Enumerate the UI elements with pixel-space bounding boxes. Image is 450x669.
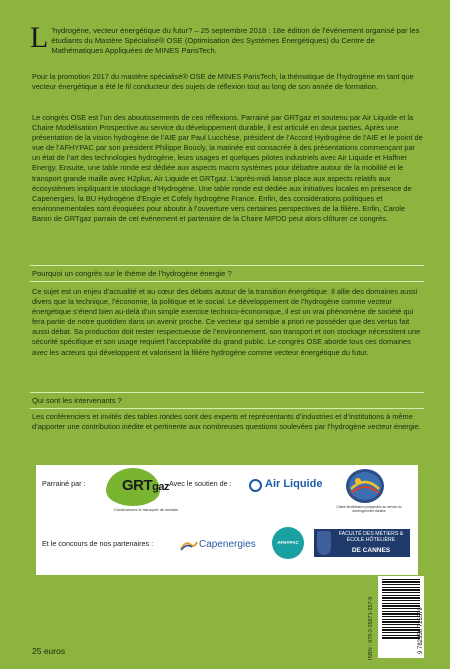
partenaires-label: Et le concours de nos partenaires : [42,539,154,548]
barcode-bars [382,579,420,639]
airliquide-icon [249,479,262,492]
grtgaz-tagline: Construisons le transport de demain [114,507,179,512]
sponsor-logos-panel [36,465,418,575]
capenergies-logo: Capenergies [199,539,256,550]
divider [30,408,424,409]
airliquide-logo: Air Liquide [265,478,323,490]
capenergies-icon [180,539,198,551]
intro-paragraph [30,21,422,57]
divider [30,281,424,282]
chaire-mpdd-logo [346,469,384,503]
soutien-label: Avec le soutien de : [169,479,232,488]
chaire-caption: Chaire Modélisation prospective au service du développement durable [336,505,402,513]
question-intervenants: Qui sont les intervenants ? [32,396,122,405]
paragraph-congres: Le congrès OSE est l’un des aboutissements de ces réflexions. Parrainé par GRTgaz et soutenu par Air Liquide et la Chaire Modélisation Prospective au service du développement durable, il est articulé en deux parties. Après une présentation de la vision hydrogène de l’AIE par Paul Lucchèse, président de l’Accord Hydrogène de l’AIE et le point de vue de l’AFHYPAC par son président Philippe Boucly, la matinée est consacrée à des présentations commençant par un état de l’art des technologies hydrogène, leurs usages et quelques pilotes industriels avec Air Liquide et Haffner Energy. Ensuite, une table ronde est dédiée aux aspects macro systèmes pour débattre autour de la mobilité et le transport grande maille avec H2plus, Air Liquide et GRTgaz. L’après-midi laisse place aux aspects relatifs aux écosystèmes impliquant le stockage d’Hydrogène. Une table ronde est dédiée aux initiatives locales en présence de Capenergies, la BU Hydrogène d’Engie et Cofely hydrogène France. Enfin, des considérations politiques et environnementales sont évoquées pour aboutir à l’ouverture vers certaines perspectives de la filière. Enfin, Carole Baron de GRTgaz parrain de cet événement et partenaire de la Chaire MPDD peut alors clôturer ce congrès. [32,113,423,223]
question-pourquoi: Pourquoi un congrès sur le thème de l’hydrogène énergie ? [32,269,232,278]
grtgaz-logo: GRTgaz [122,477,170,494]
cannes-line1: FACULTÉ DES MÉTIERS & ÉCOLE HÔTELIÈRE [338,531,404,543]
price: 25 euros [32,646,66,656]
divider [30,265,424,266]
afhypac-logo: AFHYPAC [277,540,299,545]
drop-cap: L [30,21,49,54]
crest-icon [317,531,331,555]
barcode [378,576,424,658]
paragraph-conferenciers: Les conférenciers et invités des tables rondes sont des experts et représentants d’industries et d’institutions à même d’apporter une contribution inédite et pertinente aux nombreuses questions soulevées par l’hydrogène vecteur énergie. [32,412,421,432]
intro-text: ’hydrogène, vecteur énergétique du futur? – 25 septembre 2018 : 18e édition de l’événement organisé par les étudiants du Mastère Spécialisé® OSE (Optimisation des Systèmes Énergétiques) du Centre de Mathématiques Appliquées de MINES ParisTech. [51,26,420,56]
paragraph-promotion: Pour la promotion 2017 du mastère spécialisé® OSE de MINES ParisTech, la thématique de l’hydrogène en tant que vecteur énergétique a été le fil conducteur des sujets de réflexion tout au long de son année de formation. [32,72,414,92]
parrain-label: Parrainé par : [42,479,86,488]
divider [30,392,424,393]
barcode-digits: 9 782356 715579 [418,607,424,654]
isbn-text: ISBN : 978-2-35671-557-9 [368,596,374,660]
paragraph-enjeu: Ce sujet est un enjeu d’actualité et au cœur des débats autour de la transition énergétique. Il allie des domaines aussi divers que la technique, l’économie, la politique et le social. Le développement de l’hydrogène comme vecteur énergétique s’étend bien au-delà d’un simple exercice technico-économique, il est un vrai phénomène de société qui fera partie de notre quotidien dans un avenir proche. Ce vecteur qui semble a priori ne posséder que des vertus fait aussi débat. Sa production doit rester respectueuse de l’environnement, son transport et son stockage nécessitent une sécurité spécifique et son usage requiert l’acceptabilité du grand public. Le congrès OSE aborde tous ces domaines avec les acteurs qui développent et valorisent la filière hydrogène comme vecteur énergétique du futur. [32,287,421,357]
cannes-line2: DE CANNES [351,547,391,554]
